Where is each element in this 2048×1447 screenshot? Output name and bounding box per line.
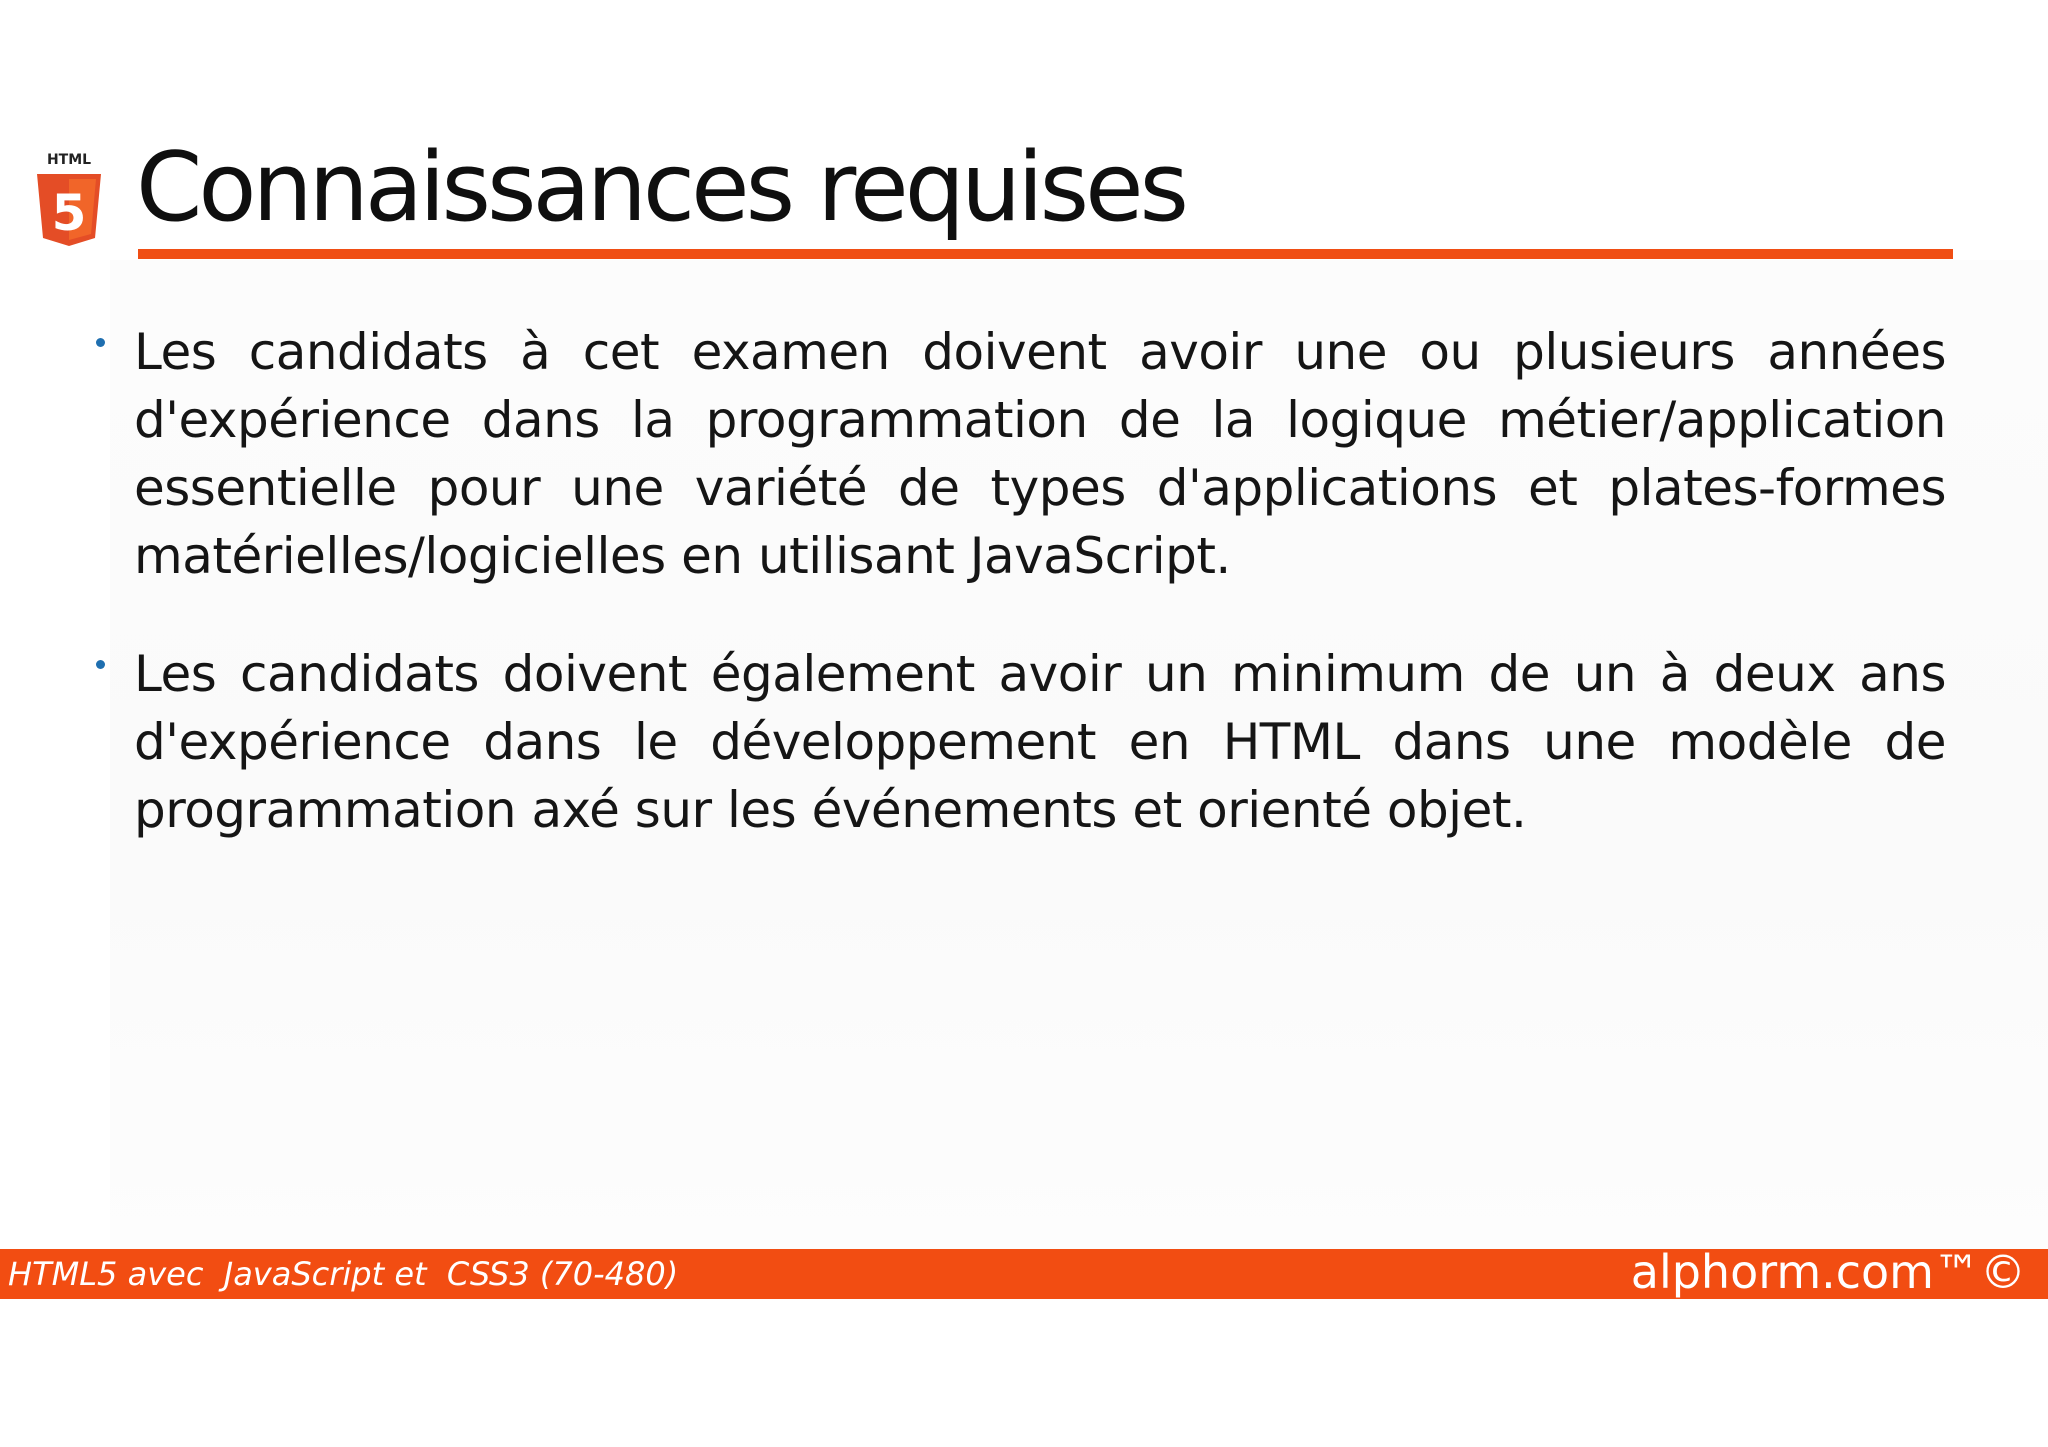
list-item bbox=[90, 318, 1946, 590]
bullet-text: Les candidats à cet examen doivent avoir une ou plusieurs années d'expérience dans la programmation de la logique métier/application essentielle pour une variété de types d'applications et plates-formes matérielles/logicielles en utilisant JavaScript. bbox=[134, 323, 1946, 585]
title-underline bbox=[138, 249, 1953, 259]
bullet-point-icon bbox=[96, 338, 105, 347]
page-title: Connaissances requises bbox=[136, 133, 1186, 243]
footer-brand: alphorm.com™© bbox=[1630, 1245, 2026, 1299]
footer-course-title: HTML5 avec JavaScript et CSS3 (70-480) bbox=[8, 1255, 679, 1293]
bullet-list bbox=[90, 318, 1946, 894]
footer-bar bbox=[0, 1245, 2048, 1299]
html5-logo-label: HTML bbox=[46, 152, 92, 168]
bullet-text: Les candidats doivent également avoir un minimum de un à deux ans d'expérience dans le développement en HTML dans une modèle de programmation axé sur les événements et orienté objet. bbox=[134, 645, 1946, 839]
html5-logo-digit: 5 bbox=[51, 184, 87, 242]
html5-logo bbox=[34, 150, 104, 250]
bullet-point-icon bbox=[96, 660, 105, 669]
list-item bbox=[90, 640, 1946, 844]
